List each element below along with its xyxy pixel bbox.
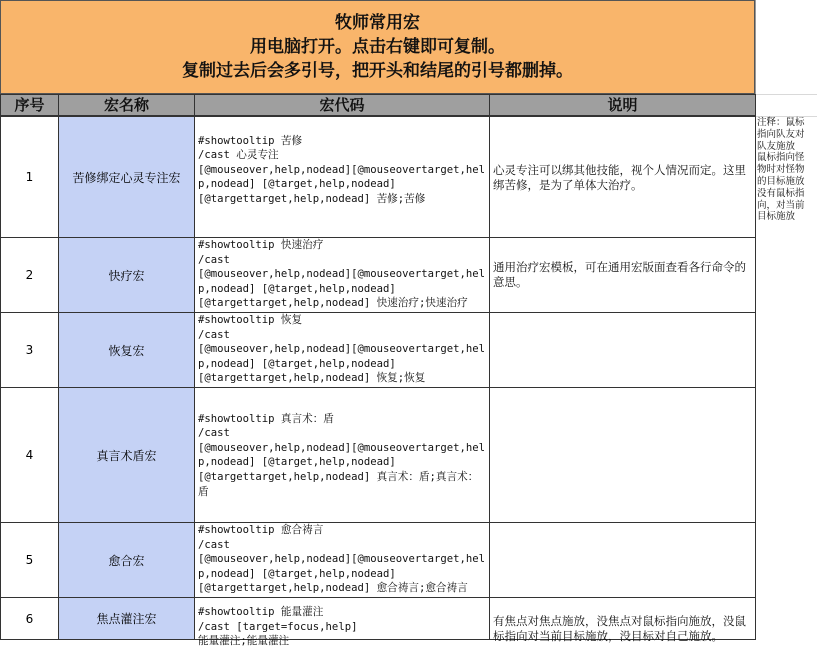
row-6-code[interactable]: #showtooltip 能量灌注 /cast [target=focus,help] 能量灌注;能量灌注 — [194, 597, 490, 640]
row-1-num[interactable]: 1 — [0, 116, 59, 238]
empty-column[interactable] — [755, 0, 816, 640]
side-note[interactable]: 注释：鼠标 指向队友对 队友施放 鼠标指向怪 物时对怪物 的目标施放 没有鼠标指 向，对当前 目标施放 — [757, 117, 805, 223]
row-1-name[interactable]: 苦修绑定心灵专注宏 — [58, 116, 195, 238]
banner-instruction: 用电脑打开。点击右键即可复制。 — [250, 37, 505, 57]
row-2-desc[interactable]: 通用治疗宏模板，可在通用宏版面查看各行命令的意思。 — [489, 237, 756, 313]
gridline — [756, 94, 817, 95]
header-num[interactable]: 序号 — [0, 94, 59, 116]
row-4-desc[interactable] — [489, 387, 756, 523]
row-3-code[interactable]: #showtooltip 恢复 /cast [@mouseover,help,nodead][@mouseovertarget,help,nodead] [@target,help,nodead] [@targettarget,help,nodead] 恢复;恢复 — [194, 312, 490, 388]
header-name[interactable]: 宏名称 — [58, 94, 195, 116]
row-5-num[interactable]: 5 — [0, 522, 59, 598]
banner-note: 复制过去后会多引号，把开头和结尾的引号都删掉。 — [182, 61, 573, 81]
row-3-num[interactable]: 3 — [0, 312, 59, 388]
row-3-desc[interactable] — [489, 312, 756, 388]
row-6-num[interactable]: 6 — [0, 597, 59, 640]
row-5-code[interactable]: #showtooltip 愈合祷言 /cast [@mouseover,help,nodead][@mouseovertarget,help,nodead] [@target,help,nodead] [@targettarget,help,nodead] 愈合祷言;愈合祷言 — [194, 522, 490, 598]
header-desc[interactable]: 说明 — [489, 94, 756, 116]
header-code[interactable]: 宏代码 — [194, 94, 490, 116]
banner-title: 牧师常用宏 — [335, 13, 420, 33]
row-4-name[interactable]: 真言术盾宏 — [58, 387, 195, 523]
row-2-name[interactable]: 快疗宏 — [58, 237, 195, 313]
row-3-name[interactable]: 恢复宏 — [58, 312, 195, 388]
row-5-name[interactable]: 愈合宏 — [58, 522, 195, 598]
row-1-code[interactable]: #showtooltip 苦修 /cast 心灵专注 [@mouseover,help,nodead][@mouseovertarget,help,nodead] [@target,help,nodead] [@targettarget,help,nodead] 苦修;苦修 — [194, 116, 490, 238]
title-banner[interactable] — [0, 0, 755, 94]
row-2-code[interactable]: #showtooltip 快速治疗 /cast [@mouseover,help,nodead][@mouseovertarget,help,nodead] [@target,help,nodead] [@targettarget,help,nodead] 快速治疗;快速治疗 — [194, 237, 490, 313]
row-5-desc[interactable] — [489, 522, 756, 598]
row-6-desc[interactable]: 有焦点对焦点施放，没焦点对鼠标指向施放，没鼠标指向对当前目标施放，没目标对自己施放。 — [489, 597, 756, 640]
row-4-num[interactable]: 4 — [0, 387, 59, 523]
row-4-code[interactable]: #showtooltip 真言术：盾 /cast [@mouseover,help,nodead][@mouseovertarget,help,nodead] [@target,help,nodead] [@targettarget,help,nodead] 真言术：盾;真言术：盾 — [194, 387, 490, 523]
row-6-name[interactable]: 焦点灌注宏 — [58, 597, 195, 640]
row-1-desc[interactable]: 心灵专注可以绑其他技能，视个人情况而定。这里绑苦修，是为了单体大治疗。 — [489, 116, 756, 238]
row-2-num[interactable]: 2 — [0, 237, 59, 313]
